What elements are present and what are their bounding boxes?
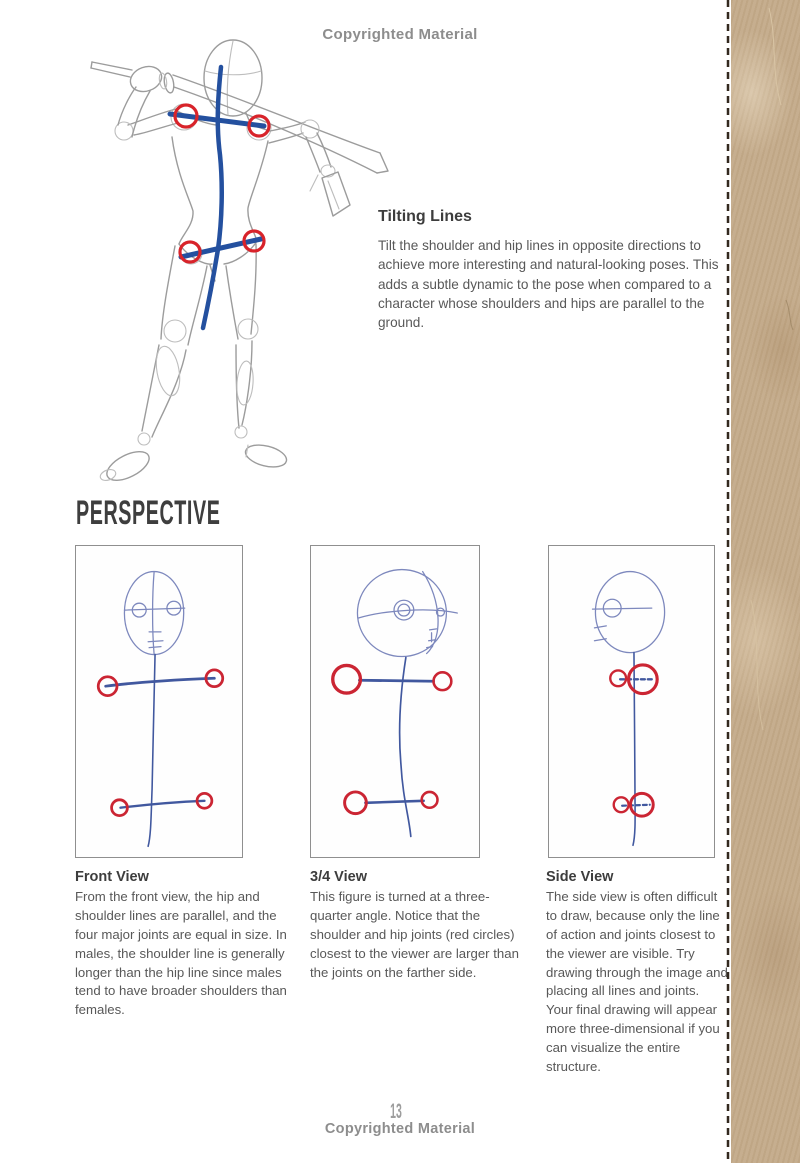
front-view-body: From the front view, the hip and shoulder lines are parallel, and the four major joints are equal in size. In males, the shoulder line is generally longer than the hip line since males tend to have broader shoulders than females. — [75, 889, 287, 1018]
tilting-lines-heading: Tilting Lines — [378, 208, 472, 225]
front-view-title: Front View — [75, 869, 149, 885]
kraft-texture-scratches — [731, 0, 800, 1163]
tilting-lines-paragraph: Tilt the shoulder and hip lines in opposite directions to achieve more interesting and natural-looking poses. This adds a subtle dynamic to the pose when compared to a character whose shoulders and hips are parallel to the ground. — [378, 238, 719, 331]
front-shoulder-line — [106, 678, 215, 686]
front-joint-circles — [98, 670, 223, 816]
three-quarter-view-box — [310, 545, 480, 858]
three-quarter-view-caption — [310, 869, 528, 982]
tilted-pose-drawing — [60, 25, 400, 485]
tilted-pose-sketch — [60, 25, 400, 485]
three-quarter-head — [357, 570, 457, 657]
three-quarter-hip-line — [365, 801, 423, 803]
side-line-of-action — [633, 653, 635, 846]
dashed-cut-line — [726, 0, 731, 1163]
three-quarter-view-figure — [311, 546, 479, 857]
three-quarter-joint-circles — [333, 665, 452, 813]
front-hip-line — [120, 801, 204, 808]
front-view-box — [75, 545, 243, 858]
side-view-caption — [546, 869, 728, 1077]
side-view-box — [548, 545, 715, 858]
three-quarter-line-of-action — [400, 658, 411, 837]
front-view-figure — [76, 546, 242, 857]
copyright-notice-top: Copyrighted Material — [322, 26, 478, 43]
copyright-notice-bottom: Copyrighted Material — [324, 1121, 476, 1137]
side-hip-line — [622, 805, 650, 806]
side-view-figure — [549, 546, 714, 857]
front-view-head — [124, 572, 184, 655]
kraft-paper-edge — [731, 0, 800, 1163]
body-sketch-lines — [91, 40, 388, 485]
three-quarter-view-body: This figure is turned at a three-quarter angle. Notice that the shoulder and hip joints (red circles) closest to the viewer are larger than the joints on the farther side. — [310, 889, 519, 980]
three-quarter-shoulder-line — [359, 680, 433, 681]
three-quarter-view-title: 3/4 View — [310, 869, 367, 885]
perspective-heading: PERSPECTIVE — [76, 494, 221, 532]
side-view-title: Side View — [546, 869, 614, 885]
page-number: 13 — [390, 1100, 402, 1123]
front-view-caption — [75, 869, 297, 1020]
front-line-of-action — [148, 655, 155, 847]
side-view-body: The side view is often difficult to draw, because only the line of action and joints closest to the viewer are visible. Try drawing through the image and placing all lines and joints. Your final drawing will appear more three-dimensional if you can visualize the entire structure. — [546, 889, 728, 1074]
line-of-action — [203, 67, 222, 328]
side-view-head — [592, 572, 664, 653]
tilting-lines-section — [378, 208, 730, 332]
